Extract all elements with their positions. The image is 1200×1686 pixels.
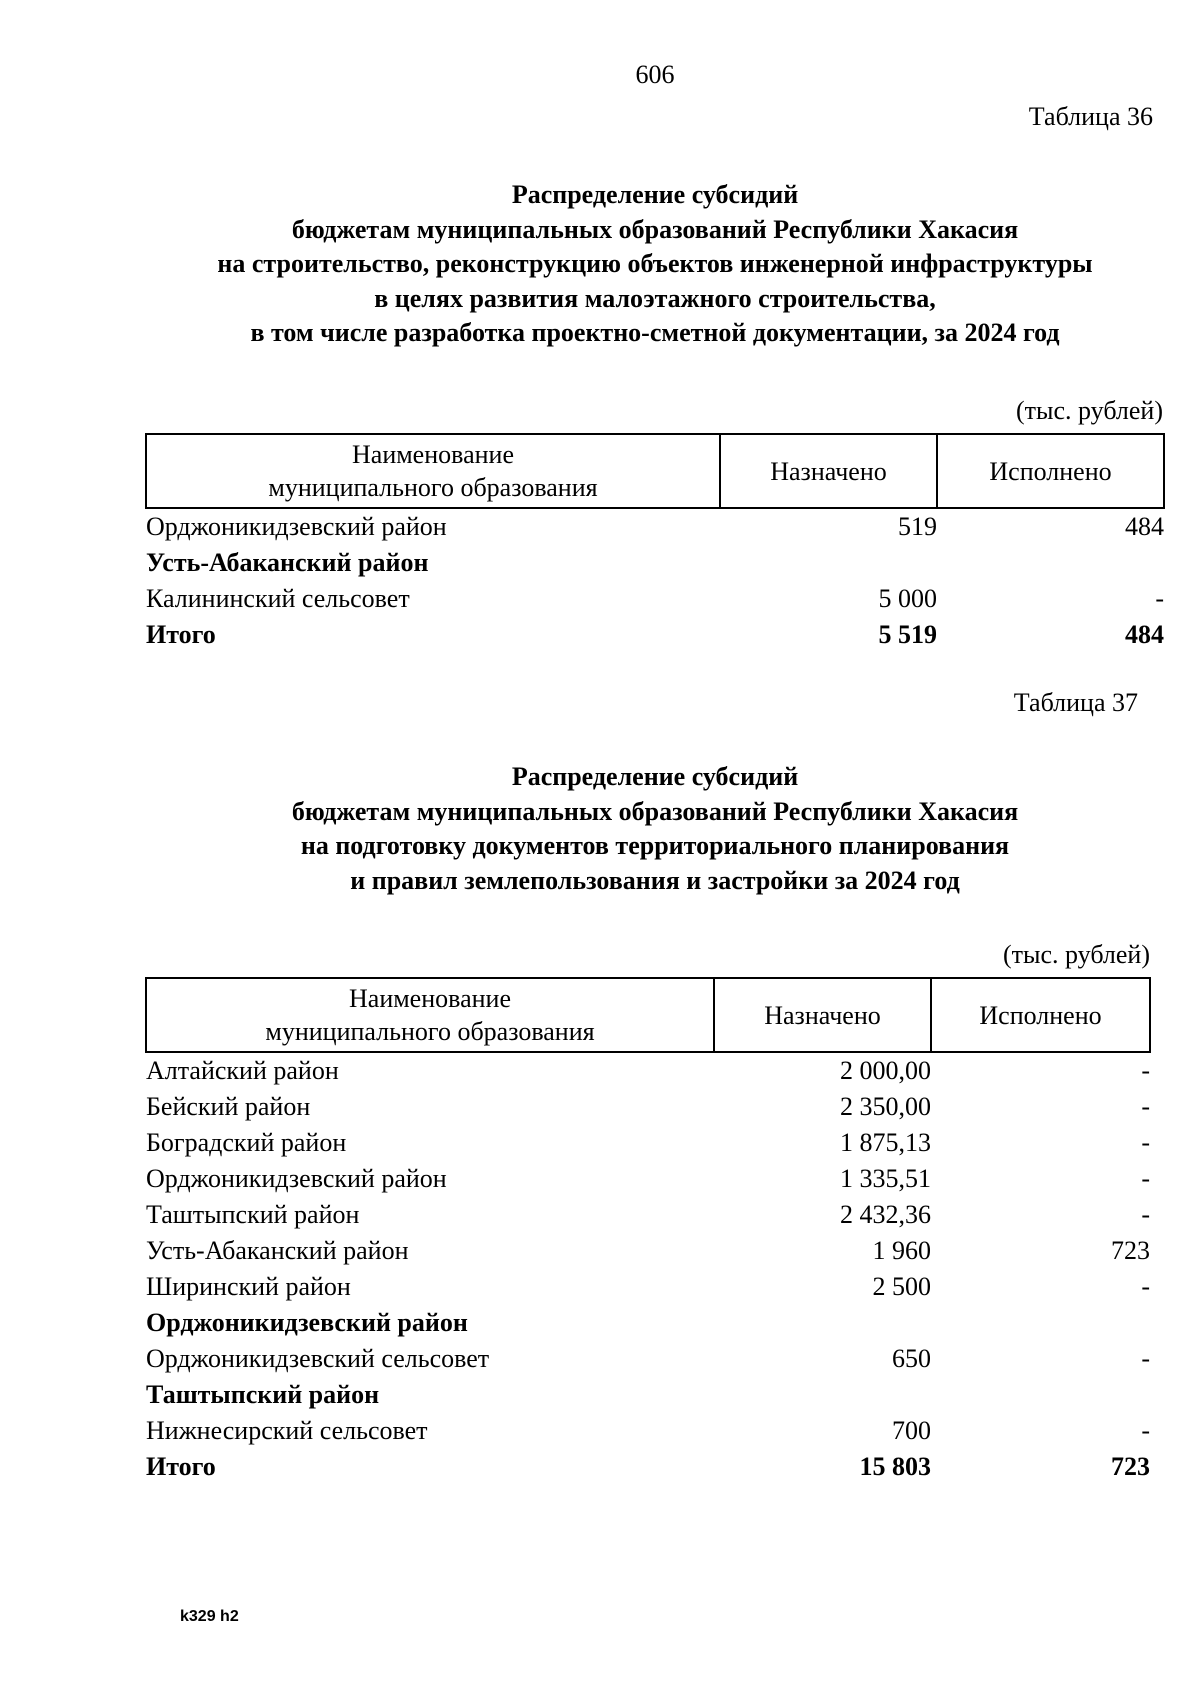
cell-executed: 723 bbox=[1111, 1236, 1150, 1265]
header-name bbox=[146, 434, 720, 508]
table-row bbox=[146, 1233, 1150, 1269]
cell-name: Орджоникидзевский район bbox=[146, 1164, 447, 1193]
table-36-label: Таблица 36 bbox=[1028, 102, 1153, 131]
table-row bbox=[146, 1125, 1150, 1161]
title-line: Распределение субсидий bbox=[511, 180, 799, 209]
cell-executed bbox=[931, 1305, 1150, 1341]
table-header-row bbox=[146, 978, 1150, 1052]
cell-name: Боградский район bbox=[146, 1128, 347, 1157]
cell-name: Калининский сельсовет bbox=[146, 584, 410, 613]
header-name-line1: Наименование bbox=[349, 984, 511, 1013]
cell-assigned: 1 335,51 bbox=[840, 1164, 931, 1193]
cell-name: Ширинский район bbox=[146, 1272, 351, 1301]
title-line: в целях развития малоэтажного строительства, bbox=[374, 283, 936, 313]
cell-executed: - bbox=[1141, 1344, 1150, 1373]
footer-code: k329 h2 bbox=[180, 1608, 239, 1625]
cell-executed bbox=[937, 545, 1164, 581]
cell-executed bbox=[931, 1377, 1150, 1413]
section-row bbox=[146, 545, 1164, 581]
cell-name: Таштыпский район bbox=[146, 1200, 360, 1229]
cell-assigned: 5 519 bbox=[878, 620, 937, 649]
cell-name: Орджоникидзевский район bbox=[146, 1308, 468, 1337]
table-37-body bbox=[146, 1052, 1150, 1485]
cell-assigned: 519 bbox=[898, 512, 937, 541]
cell-name: Алтайский район bbox=[146, 1056, 339, 1085]
cell-executed: 484 bbox=[1125, 620, 1164, 649]
table-36-title bbox=[140, 178, 1170, 351]
table-36-body bbox=[146, 508, 1164, 653]
header-assigned: Назначено bbox=[720, 434, 937, 508]
table-37-title bbox=[140, 760, 1170, 898]
cell-assigned: 650 bbox=[892, 1344, 931, 1373]
header-name-line2: муниципального образования bbox=[265, 1017, 595, 1046]
table-row bbox=[146, 1161, 1150, 1197]
cell-executed: 723 bbox=[1111, 1452, 1150, 1481]
cell-name: Бейский район bbox=[146, 1092, 311, 1121]
table-37 bbox=[145, 977, 1151, 1485]
title-line: бюджетам муниципальных образований Республики Хакасия bbox=[291, 214, 1019, 244]
cell-assigned: 2 500 bbox=[872, 1272, 931, 1301]
cell-assigned bbox=[714, 1377, 931, 1413]
cell-assigned: 2 350,00 bbox=[840, 1092, 931, 1121]
cell-assigned: 700 bbox=[892, 1416, 931, 1445]
table-37-units: (тыс. рублей) bbox=[1002, 940, 1150, 969]
cell-assigned: 2 000,00 bbox=[840, 1056, 931, 1085]
table-row bbox=[146, 1052, 1150, 1089]
total-row bbox=[146, 617, 1164, 653]
title-line: на подготовку документов территориального планирования bbox=[300, 831, 1010, 860]
cell-name: Усть-Абаканский район bbox=[146, 1236, 409, 1265]
cell-executed: - bbox=[1141, 1272, 1150, 1301]
table-row bbox=[146, 1089, 1150, 1125]
cell-name: Нижнесирский сельсовет bbox=[146, 1416, 428, 1445]
title-line: в том числе разработка проектно-сметной документации, за 2024 год bbox=[250, 318, 1060, 347]
cell-executed: - bbox=[1141, 1200, 1150, 1229]
header-executed: Исполнено bbox=[931, 978, 1150, 1052]
cell-executed: - bbox=[1141, 1416, 1150, 1445]
cell-executed: - bbox=[1141, 1056, 1150, 1085]
page-number: 606 bbox=[635, 60, 675, 89]
cell-name: Таштыпский район bbox=[146, 1380, 380, 1409]
cell-executed: - bbox=[1141, 1092, 1150, 1121]
title-line: на строительство, реконструкцию объектов инженерной инфраструктуры bbox=[217, 249, 1093, 278]
title-line: и правил землепользования и застройки за 2024 год bbox=[350, 865, 960, 895]
cell-assigned: 1 875,13 bbox=[840, 1128, 931, 1157]
cell-assigned: 5 000 bbox=[878, 584, 937, 613]
total-row bbox=[146, 1449, 1150, 1485]
table-37-label: Таблица 37 bbox=[1013, 688, 1138, 717]
header-name-line1: Наименование bbox=[352, 440, 514, 469]
table-header-row bbox=[146, 434, 1164, 508]
cell-assigned bbox=[720, 545, 937, 581]
table-row bbox=[146, 508, 1164, 545]
header-assigned: Назначено bbox=[714, 978, 931, 1052]
table-row bbox=[146, 1269, 1150, 1305]
title-line: бюджетам муниципальных образований Республики Хакасия bbox=[291, 796, 1019, 826]
cell-assigned bbox=[714, 1305, 931, 1341]
table-row bbox=[146, 1341, 1150, 1377]
table-36-units: (тыс. рублей) bbox=[1015, 396, 1163, 425]
cell-assigned: 15 803 bbox=[859, 1452, 931, 1481]
cell-assigned: 1 960 bbox=[872, 1236, 931, 1265]
cell-name: Итого bbox=[146, 620, 216, 649]
table-row bbox=[146, 581, 1164, 617]
header-executed: Исполнено bbox=[937, 434, 1164, 508]
header-name bbox=[146, 978, 714, 1052]
section-row bbox=[146, 1377, 1150, 1413]
cell-assigned: 2 432,36 bbox=[840, 1200, 931, 1229]
table-row bbox=[146, 1413, 1150, 1449]
cell-executed: - bbox=[1155, 584, 1164, 613]
cell-executed: - bbox=[1141, 1128, 1150, 1157]
cell-name: Орджоникидзевский сельсовет bbox=[146, 1344, 490, 1373]
title-line: Распределение субсидий bbox=[511, 762, 799, 791]
cell-name: Орджоникидзевский район bbox=[146, 512, 447, 541]
cell-executed: - bbox=[1141, 1164, 1150, 1193]
cell-executed: 484 bbox=[1125, 512, 1164, 541]
header-name-line2: муниципального образования bbox=[268, 473, 598, 502]
table-36 bbox=[145, 433, 1165, 653]
section-row bbox=[146, 1305, 1150, 1341]
cell-name: Усть-Абаканский район bbox=[146, 548, 429, 577]
table-row bbox=[146, 1197, 1150, 1233]
cell-name: Итого bbox=[146, 1452, 216, 1481]
